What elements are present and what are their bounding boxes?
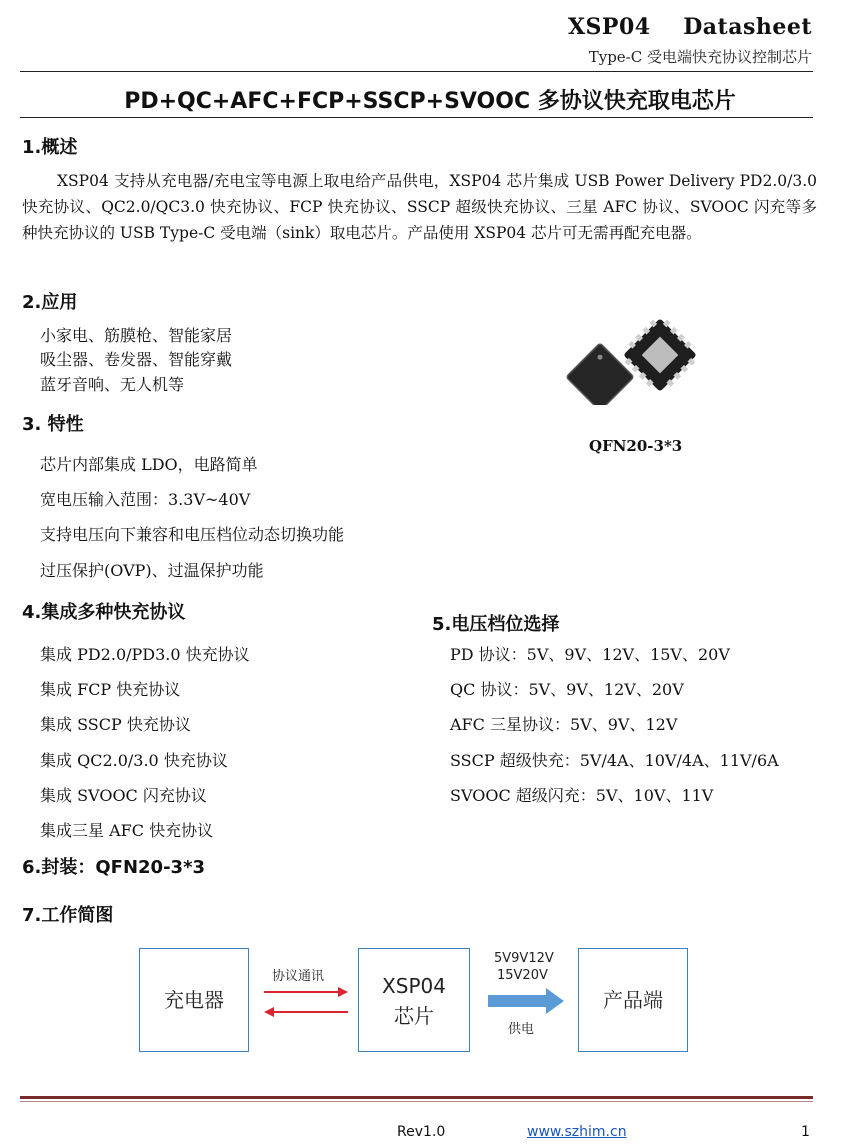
product-label: 产品端 <box>603 988 663 1012</box>
feature-item: 过压保护(OVP)、过温保护功能 <box>40 561 264 580</box>
charger-label: 充电器 <box>164 988 224 1012</box>
qfn-chip-image <box>560 315 710 405</box>
voltage-item: AFC 三星协议：5V、9V、12V <box>450 715 678 734</box>
chip-box <box>358 948 470 1052</box>
title-divider <box>20 117 813 118</box>
page-number: 1 <box>801 1124 810 1140</box>
voltage-item: SSCP 超级快充：5V/4A、10V/4A、11V/6A <box>450 751 779 770</box>
chip-box-line2: 芯片 <box>394 1004 434 1028</box>
voltage-item: SVOOC 超级闪充：5V、10V、11V <box>450 786 714 805</box>
datasheet-subtitle: Type-C 受电端快充协议控制芯片 <box>588 48 812 66</box>
overview-heading: 1.概述 <box>22 137 78 158</box>
revision: Rev1.0 <box>397 1124 446 1140</box>
application-item: 小家电、筋膜枪、智能家居 <box>40 326 233 345</box>
voltage-item: PD 协议：5V、9V、12V、15V、20V <box>450 645 730 664</box>
application-item: 吸尘器、卷发器、智能穿戴 <box>40 350 233 369</box>
protocol-item: 集成 PD2.0/PD3.0 快充协议 <box>40 645 250 664</box>
header-divider <box>20 71 813 72</box>
footer-divider-thin <box>20 1101 813 1102</box>
protocol-item: 集成 FCP 快充协议 <box>40 680 181 699</box>
voltage-heading: 5.电压档位选择 <box>432 614 560 635</box>
chip-caption: QFN20-3*3 <box>589 437 683 455</box>
voltage-label-line1: 5V9V12V <box>494 951 554 966</box>
voltage-label-line2: 15V20V <box>497 968 548 983</box>
overview-paragraph <box>22 168 817 246</box>
main-title: PD+QC+AFC+FCP+SSCP+SVOOC 多协议快充取电芯片 <box>124 89 736 114</box>
charger-box <box>139 948 249 1052</box>
product-box <box>578 948 688 1052</box>
chip-box-line1: XSP04 <box>382 974 446 998</box>
diagram-heading: 7.工作简图 <box>22 905 114 926</box>
chip-bottom-view <box>566 343 634 405</box>
protocol-item: 集成 SVOOC 闪充协议 <box>40 786 207 805</box>
overview-text: XSP04 支持从充电器/充电宝等电源上取电给产品供电，XSP04 芯片集成 USB Power Delivery PD2.0/3.0 快充协议、QC2.0/QC3.0 快充协议、FCP 快充协议、SSCP 超级快充协议、三星 AFC 协议、SVOOC 闪充等多种快充协议的 USB Type-C 受电端（sink）取电芯片。产品使用 XSP04 芯片可无需再配充电器。 <box>22 172 817 242</box>
package-heading: 6.封装：QFN20-3*3 <box>22 857 206 878</box>
applications-heading: 2.应用 <box>22 292 78 313</box>
voltage-item: QC 协议：5V、9V、12V、20V <box>450 680 684 699</box>
feature-item: 支持电压向下兼容和电压档位动态切换功能 <box>40 525 345 544</box>
datasheet-title: XSP04 Datasheet <box>567 14 812 40</box>
bidirectional-arrows <box>260 982 352 1022</box>
protocol-item: 集成三星 AFC 快充协议 <box>40 821 214 840</box>
protocol-item: 集成 QC2.0/3.0 快充协议 <box>40 751 228 770</box>
supply-arrow <box>488 988 566 1014</box>
feature-item: 芯片内部集成 LDO，电路简单 <box>40 455 258 474</box>
website-link[interactable]: www.szhim.cn <box>527 1124 627 1140</box>
feature-item: 宽电压输入范围：3.3V~40V <box>40 490 251 509</box>
chip-top-view <box>618 315 703 397</box>
footer-divider <box>20 1096 813 1099</box>
application-item: 蓝牙音响、无人机等 <box>40 375 185 394</box>
protocols-heading: 4.集成多种快充协议 <box>22 602 186 623</box>
features-heading: 3. 特性 <box>22 414 84 435</box>
protocol-item: 集成 SSCP 快充协议 <box>40 715 191 734</box>
supply-label: 供电 <box>508 1022 535 1037</box>
comm-label: 协议通讯 <box>272 969 325 984</box>
